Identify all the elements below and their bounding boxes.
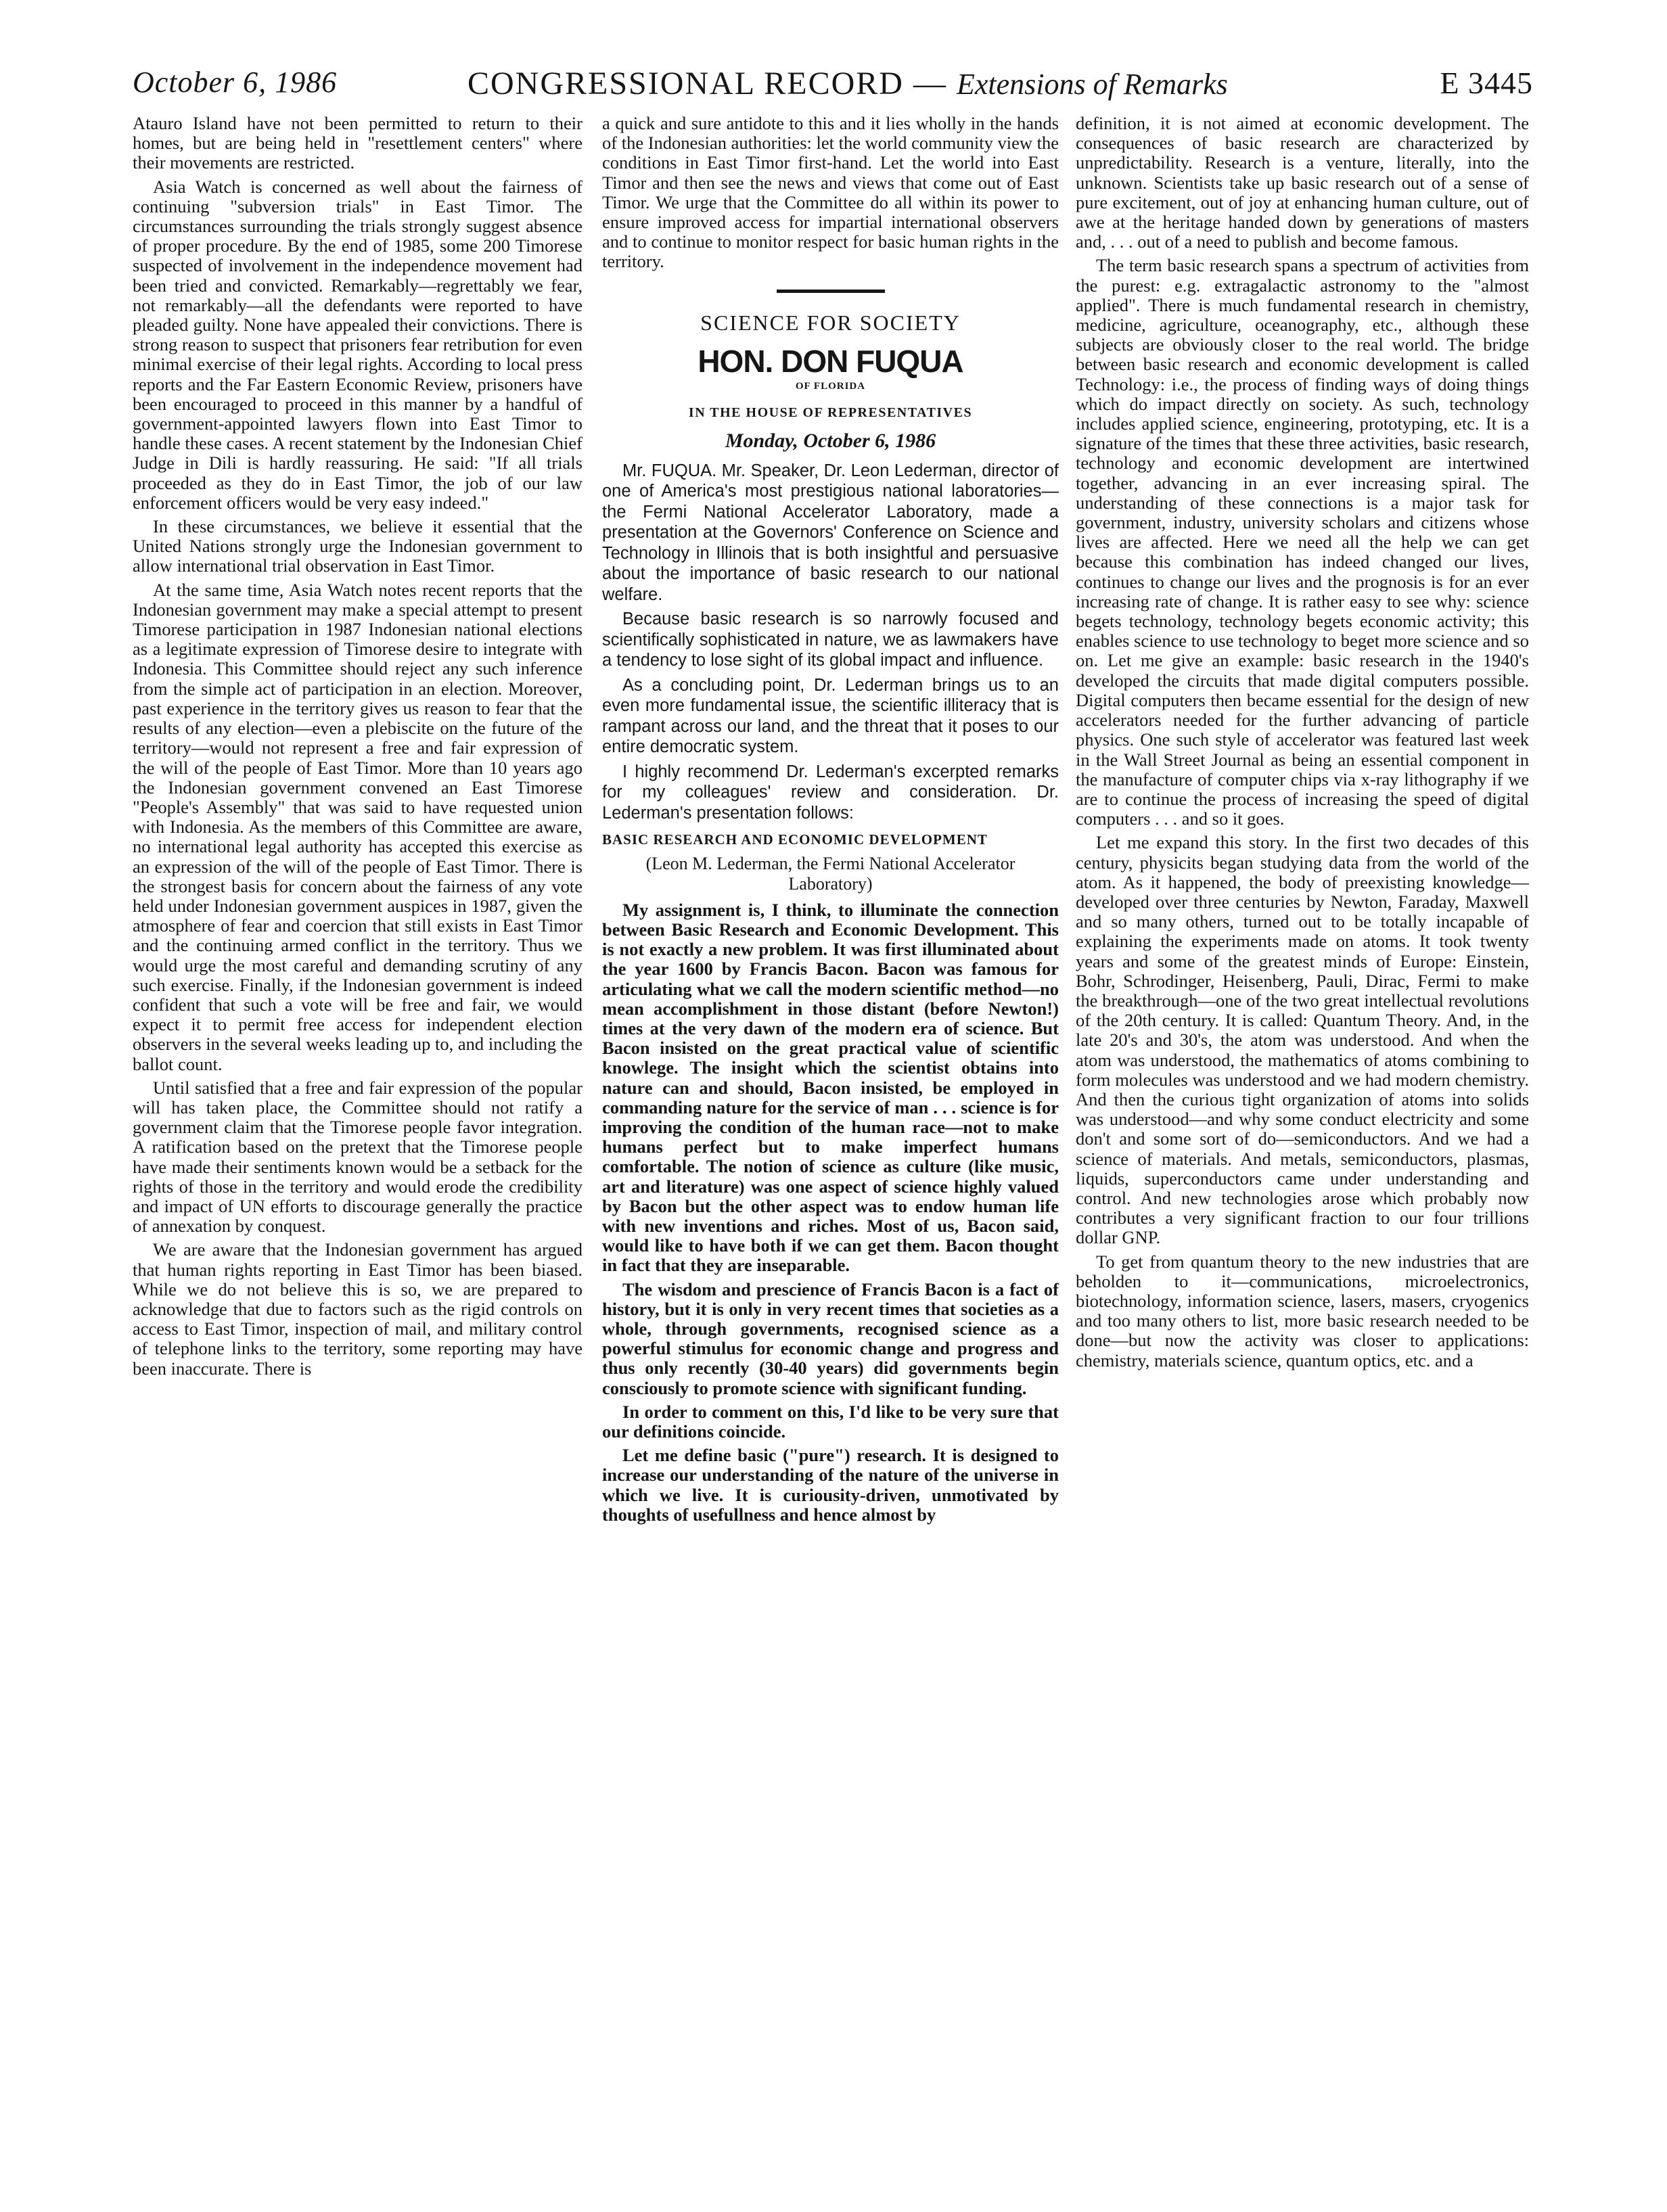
column-3: [1076, 114, 1529, 1375]
chamber-line: IN THE HOUSE OF REPRESENTATIVES: [688, 405, 973, 421]
issue-date: October 6, 1986: [133, 66, 338, 99]
paragraph: Until satisfied that a free and fair expression of the popular will has taken place, the Committee should not ratify a government claim that the Timorese people favor integration. A ratification based on the pretext that the Timorese people have made their sentiments known would be a setback for the rights of those in the territory and would erode the credibility and impact of UN efforts to discourage generally the practice of annexation by conquest.: [133, 1077, 583, 1237]
paragraph: The term basic research spans a spectrum of activities from the purest: e.g. extragalactic astronomy to the "almost applied". There is much fundamental research in chemistry, medicine, agriculture, oceanography, etc., although these subjects are obviously closer to the real world. The bridge between basic research and economic development is called Technology: i.e., the process of finding ways of doing things which do impact directly on society. As such, technology includes applied science, engineering, prototyping, etc. It is a signature of the times that these three activities, basic research, technology and economic development are intertwined together, advancing in an ever increasing spiral. The understanding of these connections is a major task for government, industry, university scholars and citizens whose lives are affected. Here we need all the help we can get because this combination has indeed changed our lives, continues to change our lives and the prognosis is for an ever increasing rate of change. It is rather easy to see why: science begets technology, technology begets economic activity; this enables science to use technology to beget more science and so on. Let me give an example: basic research in the 1940's developed the circuits that made digital computers possible. Digital computers then became essential for the design of new accelerators needed for the further advancing of particle physics. One such style of accelerator was featured last week in the Wall Street Journal as being an essential component in the manufacture of computer chips via x-ray lithography if we are to continue the process of increasing the speed of digital computers . . . and so it goes.: [1076, 255, 1529, 829]
paragraph: My assignment is, I think, to illuminate the connection between Basic Research and Economic Development. This is not exactly a new problem. It was first illuminated about the year 1600 by Francis Bacon. Bacon was famous for articulating what we call the modern scientific method—no mean accomplishment in those distant (before Newton!) times at the very dawn of the modern era of science. But Bacon insisted on the great practical value of scientific knowlege. The insight which the scientist obtains into nature can and should, Bacon insisted, be employed in commanding nature for the service of man . . . science is for improving the condition of the human race—not to make humans perfect but to make imperfect humans comfortable. The notion of science as culture (like music, art and literature) was one aspect of science highly valued by Bacon but the other aspect was to endow human life with new inventions and riches. Most of us, Bacon said, would like to have both if we can get them. Bacon thought in fact that they are inseparable.: [602, 899, 1059, 1276]
column-1: [133, 114, 583, 1383]
paragraph: As a concluding point, Dr. Lederman brings us to an even more fundamental issue, the scientific illiteracy that is rampant across our land, and the threat that it poses to our entire democratic system.: [602, 675, 1059, 757]
speaker-state: OF FLORIDA: [795, 381, 866, 392]
page-number: E 3445: [1440, 66, 1533, 100]
page-header: [133, 65, 1533, 119]
paragraph: Atauro Island have not been permitted to return to their homes, but are being held in "resettlement centers" where their movements are restricted.: [133, 113, 583, 173]
section-divider: [777, 290, 885, 293]
paragraph: I highly recommend Dr. Lederman's excerpted remarks for my colleagues' review and consideration. Dr. Lederman's presentation follows:: [602, 762, 1059, 823]
paragraph: In order to comment on this, I'd like to be very sure that our definitions coincide.: [602, 1401, 1059, 1442]
paragraph: Asia Watch is concerned as well about the fairness of continuing "subversion trials" in East Timor. The circumstances surrounding the trials strongly suggest absence of proper procedure. By the end of 1985, some 200 Timorese suspected of involvement in the independence movement had been tried and convicted. Remarkably—regrettably we fear, not remarkably—all the defendants were reported to have pleaded guilty. None have appealed their convictions. There is strong reason to suspect that prisoners fear retribution for even minimal exercise of their legal rights. According to local press reports and the Far Eastern Economic Review, prisoners have been encouraged to proceed in this manner by a handful of government-appointed lawyers flown into East Timor to handle these cases. A recent statement by the Indonesian Chief Judge in Dili is hardly reassuring. He said: "If all trials proceeded as they do in East Timor, the job of our law enforcement officers would be very easy indeed.": [133, 176, 583, 513]
publication-name: CONGRESSIONAL RECORD —: [467, 66, 947, 101]
paragraph: At the same time, Asia Watch notes recent reports that the Indonesian government may make a special attempt to present Timorese participation in 1987 Indonesian national elections as a legitimate expression of Timorese desire to integrate with Indonesia. This Committee should reject any such inference from the simple act of participation in an election. Moreover, past experience in the territory gives us reason to fear that the results of any election—even a plebiscite on the future of the territory—would not represent a free and fair expression of the will of the people of East Timor. More than 10 years ago the Indonesian government convened an East Timorese "People's Assembly" that was said to have requested union with Indonesia. As the members of this Committee are aware, no international legal authority has accepted this exercise as an expression of the will of the people of East Timor. There is the strongest basis for concern about the fairness of any vote held under Indonesian government auspices in 1987, given the atmosphere of fear and coercion that still exists in East Timor and the continuing armed conflict in the territory. Thus we would urge the most careful and demanding scrutiny of any such exercise. Finally, if the Indonesian government is indeed confident that such a vote will be free and fair, we would expect it to permit free access for independent election observers in the several weeks leading up to, and including the ballot count.: [133, 579, 583, 1074]
section-title: SCIENCE FOR SOCIETY: [700, 310, 961, 335]
paragraph: The wisdom and prescience of Francis Bacon is a fact of history, but it is only in very recent times that societies as a whole, through governments, recognised science as a powerful stimulus for economic change and progress and thus only recently (30-40 years) did governments begin consciously to promote science with significant funding.: [602, 1278, 1059, 1398]
paragraph: In these circumstances, we believe it essential that the United Nations strongly urge the Indonesian government to allow international trial observation in East Timor.: [133, 516, 583, 576]
paragraph: To get from quantum theory to the new industries that are beholden to it—communications, microelectronics, biotechnology, information science, lasers, masers, cryogenics and too many others to list, more basic research needed to be done—but now the activity was closer to applications: chemistry, materials science, quantum optics, etc. and a: [1076, 1251, 1529, 1370]
paragraph: Let me define basic ("pure") research. It is designed to increase our understanding of the nature of the universe in which we live. It is curiousity-driven, unmotivated by thoughts of usefullness and hence almost by: [602, 1445, 1059, 1525]
paragraph: Because basic research is so narrowly focused and scientifically sophisticated in nature, we as lawmakers have a tendency to lose sight of its global impact and influence.: [602, 609, 1059, 670]
column-2: [602, 114, 1059, 1529]
paragraph: definition, it is not aimed at economic development. The consequences of basic research are characterized by unpredictability. Research is a venture, literally, into the unknown. Scientists take up basic research out of a sense of pure excitement, out of joy at enhancing human culture, out of awe at the heritage handed down by generations of masters and, . . . out of a need to publish and become famous.: [1076, 113, 1529, 252]
publication-title: [467, 65, 1228, 102]
paragraph: We are aware that the Indonesian government has argued that human rights reporting in East Timor has been biased. While we do not believe this is so, we are prepared to acknowledge that due to factors such as the rigid controls on access to East Timor, inspection of mail, and military control of telephone links to the territory, some reporting may have been inaccurate. There is: [133, 1239, 583, 1379]
paragraph: Mr. FUQUA. Mr. Speaker, Dr. Leon Lederman, director of one of America's most prestigious national laboratories—the Fermi National Accelerator Laboratory, made a presentation at the Governors' Conference on Science and Technology in Illinois that is both insightful and persuasive about the importance of basic research to our national welfare.: [602, 461, 1059, 604]
article-byline: (Leon M. Lederman, the Fermi National Accelerator Laboratory): [645, 854, 1015, 894]
article-subheading: BASIC RESEARCH AND ECONOMIC DEVELOPMENT: [602, 831, 988, 848]
section-name: Extensions of Remarks: [956, 68, 1228, 101]
speech-date: Monday, October 6, 1986: [725, 430, 936, 453]
paragraph: a quick and sure antidote to this and it lies wholly in the hands of the Indonesian authorities: let the world community view the conditions in East Timor first-hand. Let the world into East Timor and then see the news and views that come out of East Timor. We urge that the Committee do all within its power to ensure improved access for impartial international observers and to continue to monitor respect for basic human rights in the territory.: [602, 113, 1059, 272]
paragraph: Let me expand this story. In the first two decades of this century, physicits began studying data from the world of the atom. As it happened, the body of preexisting knowledge—developed over three centuries by Newton, Faraday, Maxwell and so many others, turned out to be totally incapable of explaining the experiments made on atoms. It took twenty years and some of the greatest minds of Europe: Einstein, Bohr, Schrodinger, Heisenberg, Pauli, Dirac, Fermi to make the breakthrough—one of the two great intellectual revolutions of the 20th century. It is called: Quantum Theory. And, in the late 20's and 30's, the atom was understood. And when the atom was understood, the mathematics of atoms combining to form molecules was understood and we had modern chemistry. And then the curious tight organization of atoms into solids was understood—and why some conduct electricity and some don't and some sort of do—semiconductors. And we had a science of materials. And metals, semiconductors, plasmas, liquids, superconductors came under understanding and control. And new technologies arose which probably now contributes a very significant fraction to our four trillions dollar GNP.: [1076, 832, 1529, 1248]
speaker-name: HON. DON FUQUA: [698, 343, 963, 379]
